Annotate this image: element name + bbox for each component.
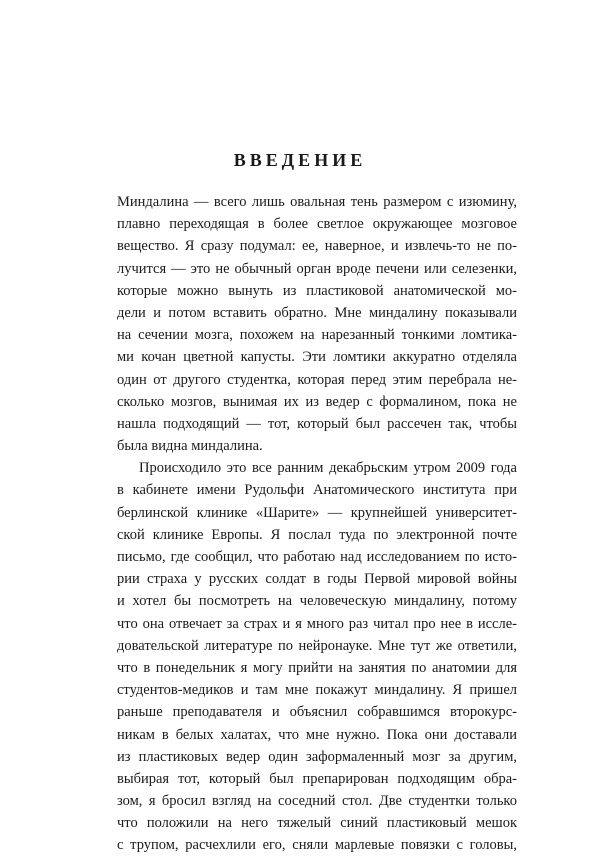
- text-line: ской клинике Европы. Я послал туда по электронной почте: [117, 526, 517, 543]
- text-line: сколько мозгов, вынимая их из ведер с формалином, пока не: [117, 393, 517, 410]
- text-line: на сечении мозга, похожем на нарезанный тонкими ломтика-: [117, 327, 517, 344]
- text-line: Происходило это все ранним декабрьским утром 2009 года: [139, 460, 517, 477]
- text-line: которые можно вынуть из пластиковой анатомической мо-: [117, 282, 517, 299]
- text-line: письмо, где сообщил, что работаю над исследованием по исто-: [117, 549, 517, 565]
- text-line: вещество. Я сразу подумал: ее, наверное, и извлечь-то не по-: [117, 238, 517, 255]
- body-text: [117, 191, 517, 857]
- text-line: что она отвечает за страх и я много раз читал про нее в иссле-: [117, 615, 517, 632]
- chapter-heading: ВВЕДЕНИЕ: [233, 150, 367, 170]
- text-line: дели и потом вставить обратно. Мне миндалину показывали: [117, 304, 517, 321]
- text-line: в кабинете имени Рудольфи Анатомического института при: [117, 482, 517, 499]
- text-line: с трупом, расчехлили его, сняли марлевые повязки с головы,: [117, 837, 517, 854]
- text-line: что положили на него тяжелый синий пластиковый мешок: [117, 815, 517, 832]
- text-line: никам в белых халатах, что мне нужно. Пока они доставали: [117, 726, 517, 743]
- text-line: студентов-медиков и там мне покажут миндалину. Я пришел: [117, 682, 517, 699]
- text-line: плавно переходящая в более светлое окружающее мозговое: [117, 216, 517, 233]
- text-line: из пластиковых ведер один заформаленный мозг за другим,: [117, 748, 517, 765]
- text-line: раньше преподавателя и объяснил собравшимся второкурс-: [117, 704, 517, 721]
- text-line: нашла подходящий — тот, который был рассечен так, чтобы: [117, 415, 517, 432]
- text-line: Миндалина — всего лишь овальная тень размером с изюмину,: [117, 194, 517, 210]
- text-line: была видна миндалина.: [117, 438, 263, 455]
- text-line: довательской литературе по нейронауке. Мне тут же ответили,: [117, 637, 517, 654]
- text-line: рии страха у русских солдат в годы Первой мировой войны: [117, 571, 517, 588]
- text-line: берлинской клинике «Шарите» — крупнейшей университет-: [117, 504, 517, 521]
- text-line: что в понедельник я могу прийти на занятия по анатомии для: [117, 659, 517, 676]
- text-line: один от другого студентка, которая перед этим перебрала не-: [117, 371, 517, 388]
- text-line: лучится — это не обычный орган вроде печени или селезенки,: [117, 260, 517, 277]
- text-line: зом, я бросил взгляд на соседний стол. Две студентки только: [117, 793, 517, 810]
- text-line: ми кочан цветной капусты. Эти ломтики аккуратно отделяла: [117, 349, 517, 366]
- text-line: и хотел бы посмотреть на человеческую миндалину, потому: [117, 593, 517, 610]
- text-line: выбирая тот, который был препарирован подходящим обра-: [117, 770, 517, 787]
